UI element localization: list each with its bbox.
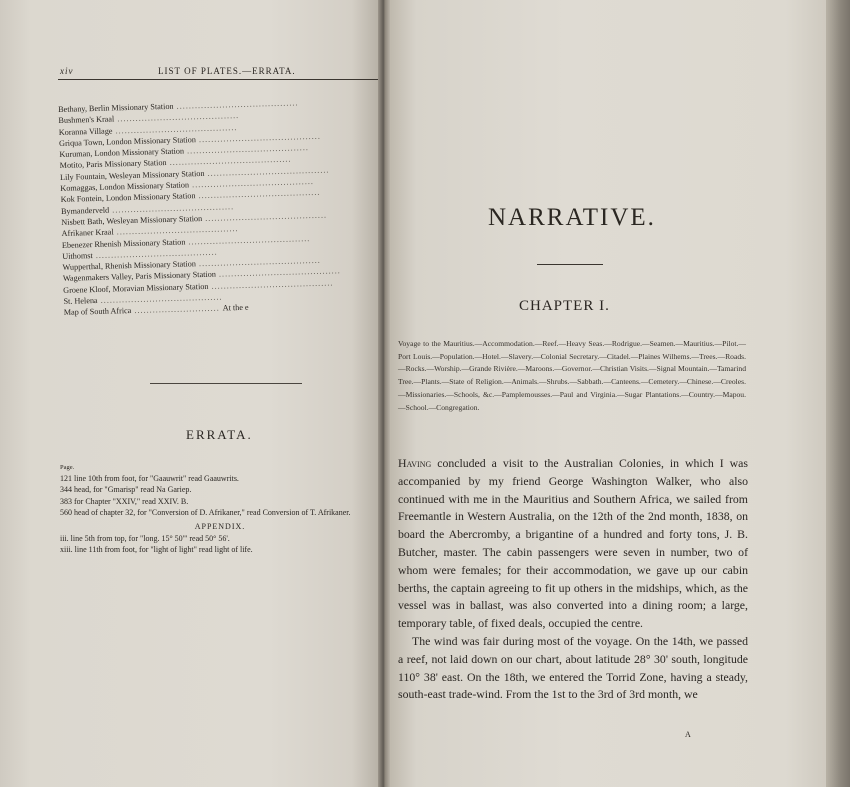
- dot-leader: ........................................: [195, 255, 321, 269]
- dot-leader: ........................................: [97, 292, 223, 306]
- errata-page-label: Page.: [60, 464, 75, 471]
- errata-entry: 383 for Chapter "XXIV," read XXIV. B.: [60, 496, 189, 506]
- dot-leader: ........................................: [113, 224, 239, 237]
- header-rule: [58, 79, 378, 80]
- plate-name: Afrikaner Kraal: [61, 227, 114, 239]
- plate-name: Bethany, Berlin Missionary Station: [58, 101, 174, 114]
- plate-name: Ebenezer Rhenish Missionary Station: [61, 237, 186, 250]
- dot-leader: ........................................: [185, 233, 311, 247]
- dot-leader: ........................................: [183, 143, 309, 156]
- errata-entry: 121 line 10th from foot, for "Gaauwrit" read Gaauwrits.: [60, 474, 239, 484]
- page-edges: [826, 0, 850, 787]
- dot-leader: ........................................: [208, 278, 334, 291]
- plate-name: Wagenmakers Valley, Paris Missionary Station: [62, 270, 217, 284]
- appendix-lines: [60, 533, 380, 555]
- dot-leader: ........................................: [202, 210, 328, 223]
- plate-name: St. Helena: [63, 296, 98, 306]
- dot-leader: ........................................: [166, 154, 292, 168]
- dot-leader: ........................................: [204, 165, 330, 178]
- errata-entry: 560 head of chapter 32, for "Conversion of D. Afrikaner," read Conversion of T. Afrikaner.: [60, 507, 351, 517]
- dot-leader: ........................................: [109, 201, 235, 215]
- dot-leader: ........................................: [114, 111, 240, 124]
- dot-leader: ........................................: [215, 266, 341, 280]
- appendix-heading: APPENDIX.: [194, 522, 246, 532]
- plate-name: Nisbett Bath, Wesleyan Missionary Station: [61, 213, 203, 227]
- dot-leader: ........................................: [195, 188, 321, 201]
- plate-name: Bymanderveld: [60, 205, 110, 216]
- paragraph-1: [398, 455, 748, 633]
- opening-word: Having: [398, 456, 432, 470]
- plate-name: Bushmen's Kraal: [58, 114, 115, 126]
- dot-leader: ........................................: [92, 247, 218, 260]
- appendix-errata-entry: iii. line 5th from top, for "long. 15° 50'" read 50° 56'.: [60, 534, 230, 544]
- errata-heading: ERRATA.: [186, 427, 253, 442]
- plate-name: Griqua Town, London Missionary Station: [58, 135, 197, 148]
- plate-location: At the e: [222, 303, 249, 313]
- section-divider: [150, 383, 302, 384]
- chapter-text: [398, 455, 748, 704]
- plate-name: Groene Kloof, Moravian Missionary Station: [63, 281, 209, 295]
- plate-name: Map of South Africa: [63, 306, 132, 318]
- plate-name: Kok Fontein, London Missionary Station: [60, 191, 196, 205]
- chapter-synopsis: Voyage to the Mauritius.—Accommodation.—Reef.—Heavy Seas.—Rodrigue.—Seamen.—Mauritius.—Pilot.—Port Louis.—Population.—Hotel.—Slavery.—Colonial Secretary.—Citadel.—Plaines Wilhems.—Trees.—Roads.—Rocks.—Worship.—Grande Rivière.—Maroons.—Governor.—Christian Visits.—Signal Mountain.—Tamarind Tree.—Plants.—State of Religion.—Animals.—Shrubs.—Sabbath.—Canteens.—Cemetery.—Chinese.—Creoles.—Missionaries.—Schools, &c.—Pamplemousses.—Paul and Virginia.—Sugar Plantations.—Country.—Mapou.—School.—Congregation.: [398, 339, 746, 412]
- dot-leader: ........................................: [188, 176, 315, 190]
- plate-name: Motito, Paris Missionary Station: [59, 158, 167, 171]
- errata-list: [60, 462, 380, 556]
- paragraph-1-text: concluded a visit to the Australian Colonies, in which I was accompanied by my friend George Washington Walker, who also continued with me in the Mauritius and Southern Africa, we sailed from Freemantle in Western Australia, on the 12th of the 2nd month, 1838, on board the Abercromby, a brigantine of a hundred and forty tons, J. B. Butcher, master. The cabin passengers were seven in number, two of whom were females; for their accommodation, we gave up our cabin berths, the captain agreeing to fit up others in the midships, which, as the vessel was in ballast, was also converted into a dining room; a large, temporary table, of fixed deals, occupied the centre.: [398, 456, 748, 631]
- narrative-title: NARRATIVE.: [488, 204, 656, 231]
- dot-leader: ............................: [131, 303, 223, 316]
- left-running-title: LIST OF PLATES.—ERRATA.: [158, 66, 296, 76]
- dot-leader: ........................................: [112, 122, 238, 136]
- plate-name: Wupperthal, Rhenish Missionary Station: [62, 259, 197, 273]
- list-of-plates: [58, 95, 386, 319]
- plate-name: Kuruman, London Missionary Station: [59, 146, 185, 160]
- errata-entry: 344 head, for "Gmarisp" read Na Gariep.: [60, 485, 192, 495]
- plate-name: Komaggas, London Missionary Station: [60, 180, 190, 194]
- errata-lines: [60, 473, 380, 518]
- plate-name: Lily Fountain, Wesleyan Missionary Station: [59, 168, 205, 182]
- paragraph-2: The wind was fair during most of the voyage. On the 14th, we passed a reef, not laid down on our chart, about latitude 28° 30' south, longitude 110° 38' east. On the 18th, we entered the Torrid Zone, having a steady, south-east trade-wind. From the 1st to the 3rd of 3rd month, we: [398, 633, 748, 702]
- left-page-number: xiv: [60, 66, 74, 76]
- chapter-heading: CHAPTER I.: [519, 298, 610, 314]
- signature-mark: A: [685, 730, 691, 739]
- dot-leader: ........................................: [173, 98, 299, 111]
- plate-name: Uithomst: [62, 250, 93, 261]
- plate-name: Koranna Village: [58, 126, 113, 137]
- dot-leader: ........................................: [195, 131, 321, 145]
- title-rule: [537, 264, 603, 265]
- appendix-errata-entry: xiii. line 11th from foot, for "light of light" read light of life.: [60, 545, 253, 555]
